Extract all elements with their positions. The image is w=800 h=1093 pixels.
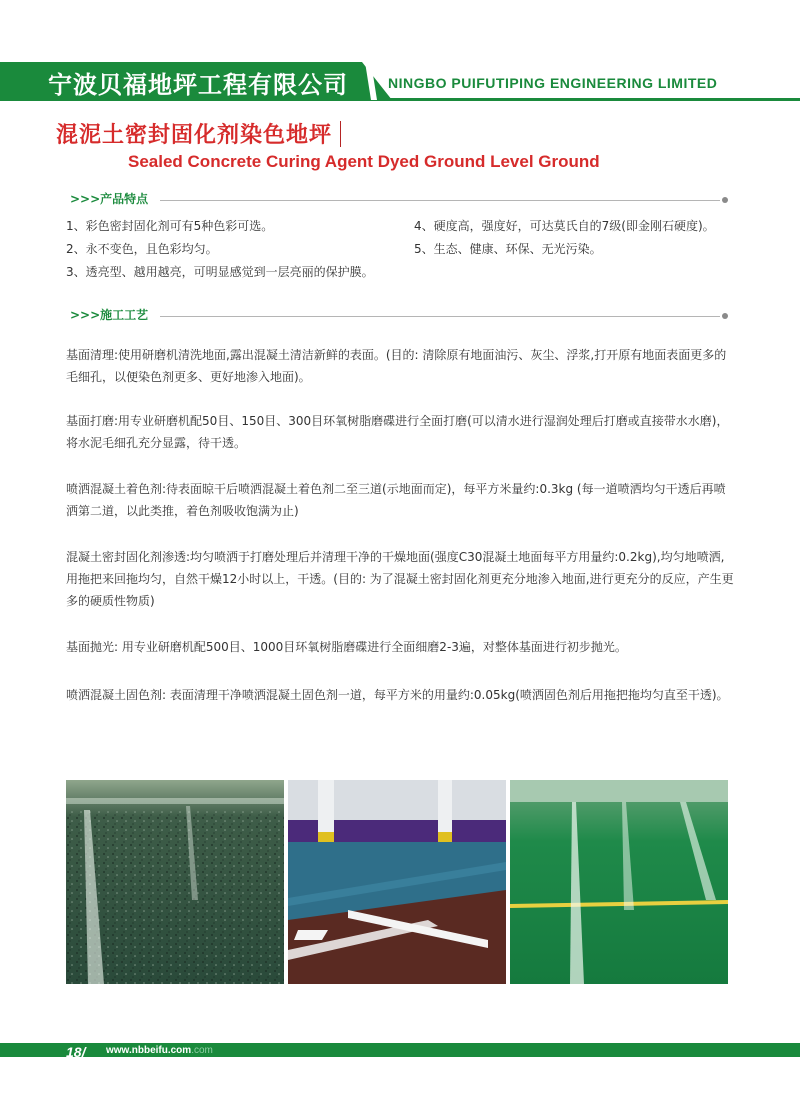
title-divider [340, 121, 341, 147]
process-paragraph: 喷洒混凝土固色剂: 表面清理干净喷洒混凝土固色剂一道，每平方米的用量约:0.05kg(喷洒固色剂后用拖把拖均匀直至干透)。 [66, 688, 729, 702]
feature-item: 2、永不变色，且色彩均匀。 [66, 242, 218, 256]
footer-url-ghost: .com [191, 1045, 213, 1056]
company-name-cn: 宁波贝福地坪工程有限公司 [48, 71, 348, 99]
footer-url-text: www.nbbeifu.com [106, 1045, 192, 1056]
photo-parking-image [288, 780, 506, 984]
section-title-en: Sealed Concrete Curing Agent Dyed Ground Level Ground [128, 152, 600, 171]
section-title-cn: 混泥土密封固化剂染色地坪 [56, 123, 333, 148]
process-paragraph: 喷洒混凝土着色剂:待表面晾干后喷洒混凝土着色剂二至三道(示地面而定)，每平方米量约:0.3kg (每一道喷洒均匀干透后再喷洒第二道，以此类推，着色剂吸收饱满为止) [66, 482, 726, 518]
feature-item: 1、彩色密封固化剂可有5种色彩可选。 [66, 219, 274, 233]
page-number: 18/ [66, 1044, 86, 1060]
section-title [56, 118, 341, 149]
company-name-en: NINGBO PUIFUTIPING ENGINEERING LIMITED [388, 75, 718, 91]
photo-green-image [510, 780, 728, 984]
process-heading-rule [160, 316, 720, 317]
photo-parking-floor [288, 780, 506, 984]
feature-item: 4、硬度高，强度好，可达莫氏自的7级(即金刚石硬度)。 [414, 219, 715, 233]
photo-terrazzo-image [66, 780, 284, 984]
features-heading-dot [722, 197, 728, 203]
process-paragraph: 基面抛光: 用专业研磨机配500目、1000目环氧树脂磨碟进行全面细磨2-3遍，对整体基面进行初步抛光。 [66, 640, 627, 654]
process-heading [70, 306, 734, 326]
features-heading-rule [160, 200, 720, 201]
features-heading-label: >>>产品特点 [70, 192, 149, 206]
header-band [0, 62, 800, 100]
process-paragraph: 基面打磨:用专业研磨机配50目、150目、300目环氧树脂磨碟进行全面打磨(可以清水进行湿润处理后打磨或直接带水水磨)，将水泥毛细孔充分显露，待干透。 [66, 414, 729, 450]
footer-website [106, 1045, 213, 1056]
feature-item: 5、生态、健康、环保、无光污染。 [414, 242, 602, 256]
process-paragraph: 基面清理:使用研磨机清洗地面,露出混凝土清洁新鲜的表面。(目的: 清除原有地面油污、灰尘、浮浆,打开原有地面表面更多的毛细孔，以便染色剂更多、更好地渗入地面)。 [66, 348, 727, 384]
process-heading-dot [722, 313, 728, 319]
process-paragraph: 混凝土密封固化剂渗透:均匀喷洒于打磨处理后并清理干净的干燥地面(强度C30混凝土地面每平方用量约:0.2kg),均匀地喷洒,用拖把来回拖均匀，自然干燥12小时以上，干透。(目的: 为了混凝土密封固化剂更充分地渗入地面,进行更充分的反应，产生更多的硬质性物质) [66, 550, 734, 608]
photo-green-floor [510, 780, 728, 984]
process-heading-label: >>>施工工艺 [70, 308, 149, 322]
feature-item: 3、透亮型、越用越亮，可明显感觉到一层亮丽的保护膜。 [66, 265, 374, 279]
features-heading [70, 190, 734, 210]
photo-terrazzo-floor [66, 780, 284, 984]
